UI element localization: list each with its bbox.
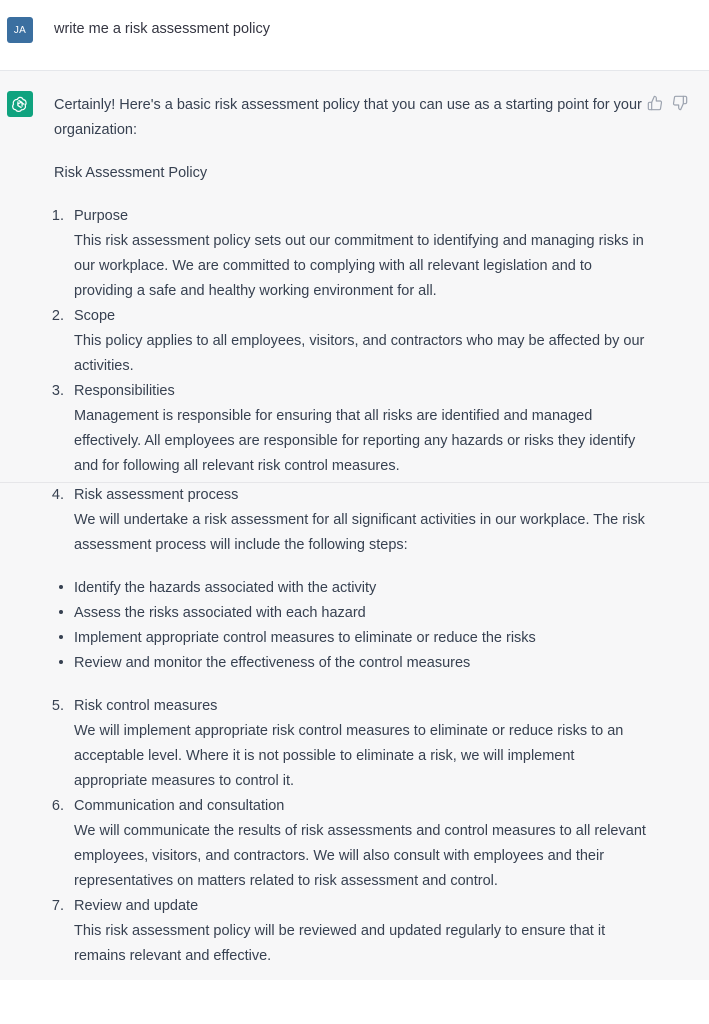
section-text: This policy applies to all employees, visitors, and contractors who may be affected by our: [74, 333, 645, 349]
section-number: 2.: [51, 308, 64, 324]
section-text: providing a safe and healthy working environment for all.: [74, 283, 437, 299]
user-message-row: [0, 0, 709, 71]
assistant-intro-line: Certainly! Here's a basic risk assessment policy that you can use as a starting point for your: [54, 97, 642, 113]
section-text: acceptable level. Where it is not possible to eliminate a risk, we will implement: [74, 748, 575, 764]
bullet-dot: [59, 635, 63, 639]
bullet-dot: [59, 660, 63, 664]
section-heading: Responsibilities: [74, 383, 175, 399]
section-text: Management is responsible for ensuring that all risks are identified and managed: [74, 408, 593, 424]
bullet-text: Implement appropriate control measures to eliminate or reduce the risks: [74, 630, 536, 646]
section-heading: Purpose: [74, 208, 129, 224]
bullet-text: Assess the risks associated with each hazard: [74, 605, 366, 621]
thumbs-down-icon[interactable]: [671, 94, 689, 112]
section-text: We will implement appropriate risk control measures to eliminate or reduce risks to an: [74, 723, 624, 739]
section-number: 1.: [51, 208, 64, 224]
section-text: remains relevant and effective.: [74, 948, 272, 964]
section-text: We will communicate the results of risk assessments and control measures to all relevant: [74, 823, 646, 839]
section-heading: Review and update: [74, 898, 199, 914]
section-text: effectively. All employees are responsible for reporting any hazards or risks they identify: [74, 433, 636, 449]
user-message-text: write me a risk assessment policy: [54, 21, 270, 37]
openai-logo-icon: [7, 91, 33, 117]
section-text: This risk assessment policy will be reviewed and updated regularly to ensure that it: [74, 923, 606, 939]
thumbs-up-icon[interactable]: [646, 94, 664, 112]
section-text: This risk assessment policy sets out our commitment to identifying and managing risks in: [74, 233, 644, 249]
page-bottom-space: [0, 980, 709, 1024]
assistant-intro-line: organization:: [54, 122, 138, 138]
section-number: 5.: [51, 698, 64, 714]
section-text: and for following all relevant risk control measures.: [74, 458, 400, 474]
section-number: 7.: [51, 898, 64, 914]
section-text: representatives on matters related to risk assessment and control.: [74, 873, 498, 889]
bullet-dot: [59, 585, 63, 589]
section-number: 4.: [51, 487, 64, 503]
user-avatar: JA: [7, 17, 33, 43]
section-text: activities.: [74, 358, 134, 374]
policy-title: Risk Assessment Policy: [54, 165, 208, 181]
section-heading: Risk assessment process: [74, 487, 239, 503]
bullet-dot: [59, 610, 63, 614]
section-heading: Scope: [74, 308, 116, 324]
section-number: 3.: [51, 383, 64, 399]
section-text: our workplace. We are committed to complying with all relevant legislation and to: [74, 258, 592, 274]
section-number: 6.: [51, 798, 64, 814]
section-heading: Communication and consultation: [74, 798, 285, 814]
bullet-text: Review and monitor the effectiveness of the control measures: [74, 655, 471, 671]
section-text: appropriate measures to control it.: [74, 773, 295, 789]
bullet-text: Identify the hazards associated with the activity: [74, 580, 377, 596]
section-text: employees, visitors, and contractors. We will also consult with employees and their: [74, 848, 605, 864]
section-text: We will undertake a risk assessment for all significant activities in our workplace. The risk: [74, 512, 645, 528]
section-heading: Risk control measures: [74, 698, 218, 714]
section-text: assessment process will include the following steps:: [74, 537, 408, 553]
